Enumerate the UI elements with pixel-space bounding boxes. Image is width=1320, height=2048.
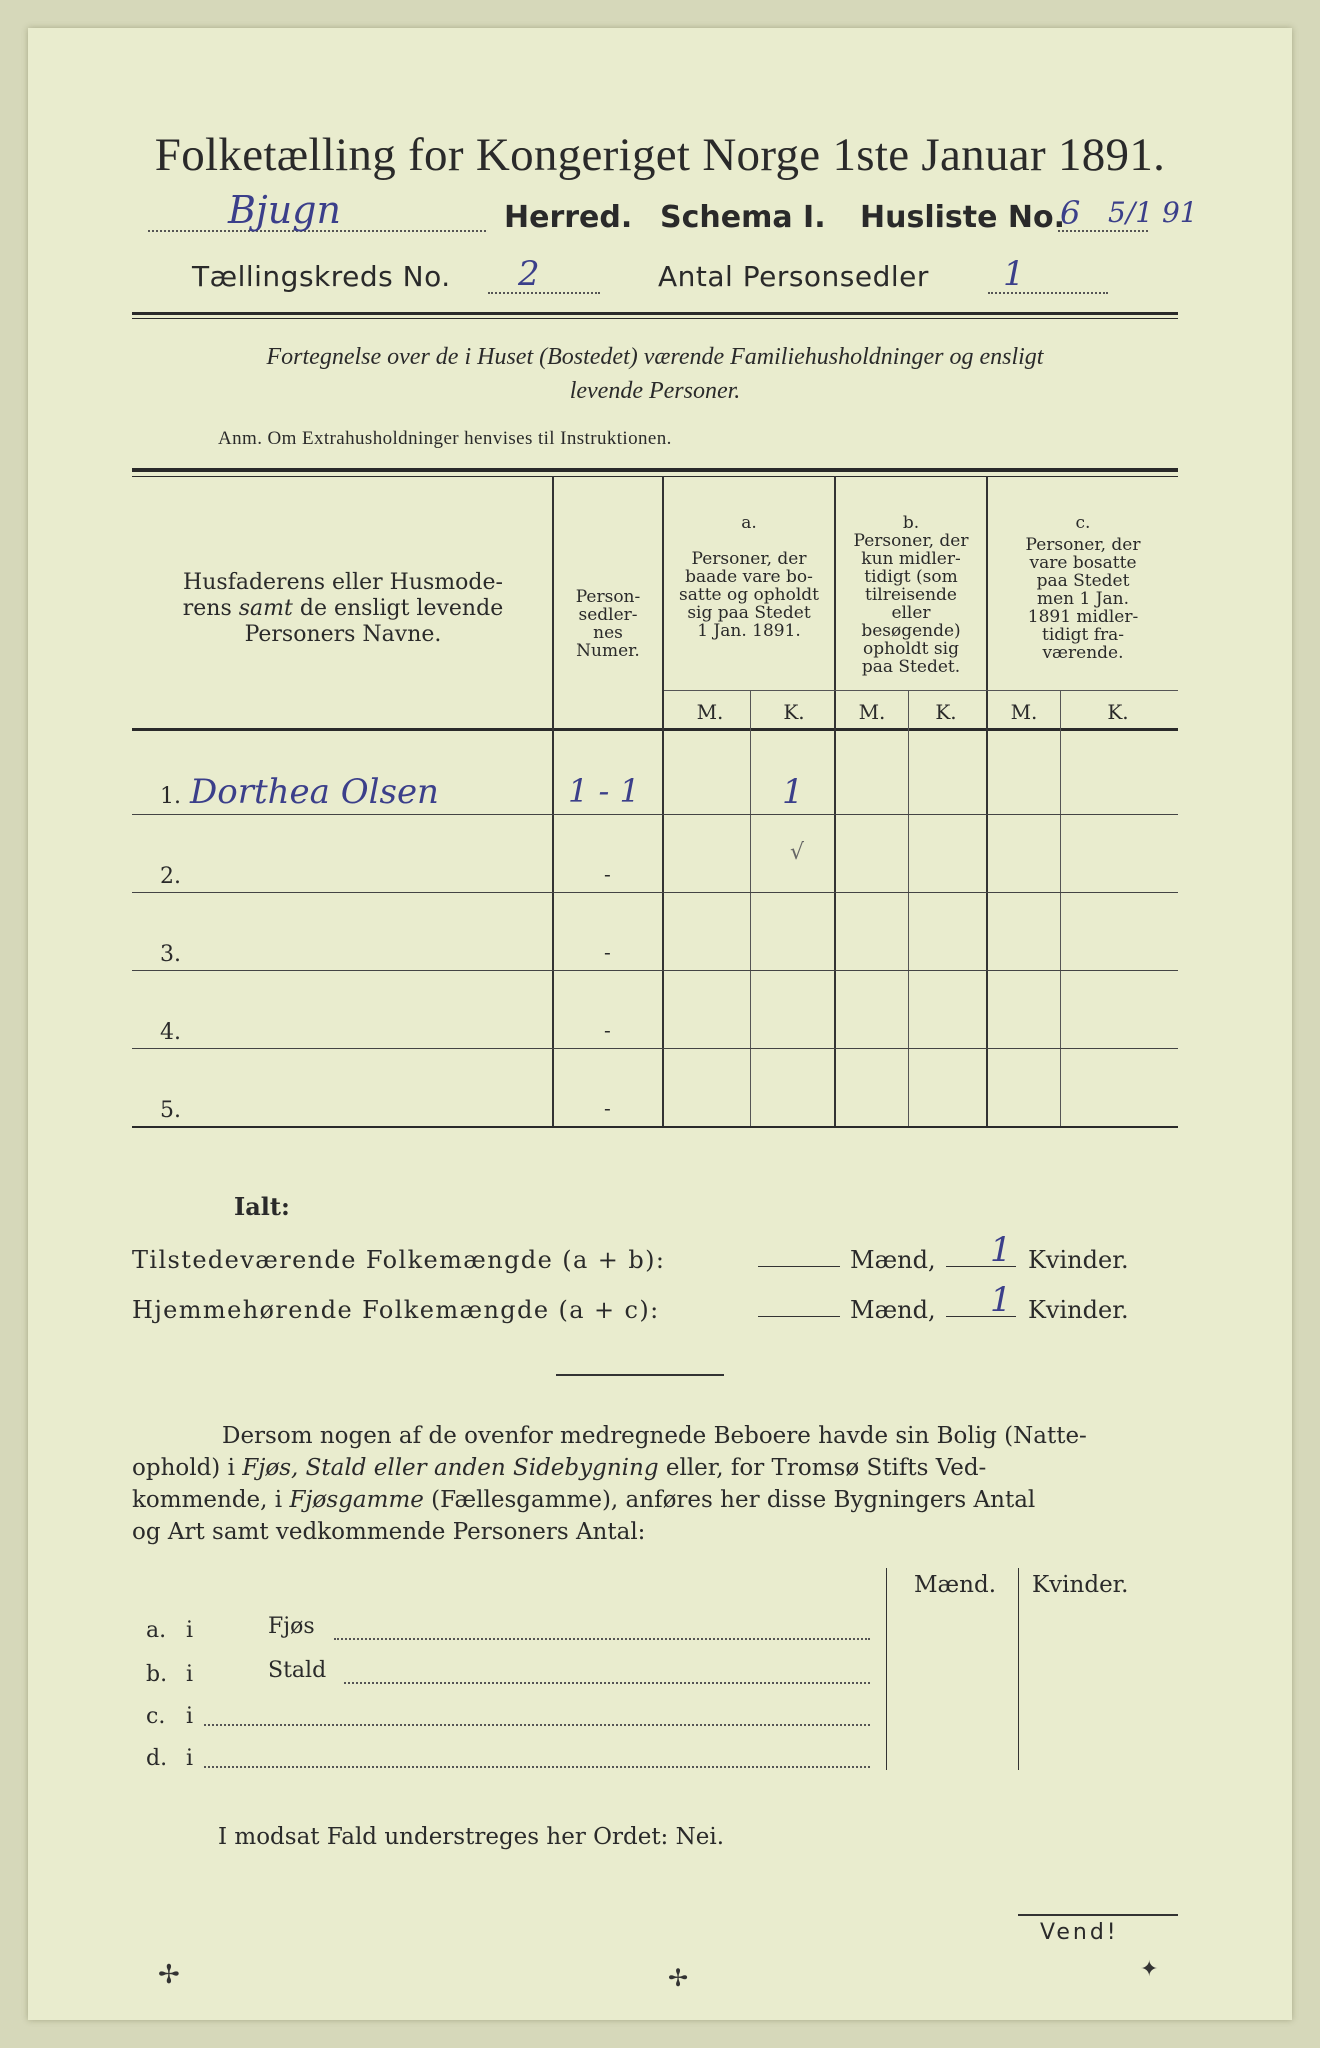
tilstede-maend-label: Mænd, <box>850 1246 936 1274</box>
header-names <box>138 570 548 648</box>
tilstede-maend-line <box>758 1266 840 1267</box>
kreds-value: 2 <box>518 254 540 294</box>
header-a-l2: baade vare bo- <box>685 567 813 587</box>
bolig-item-b-dots <box>344 1682 870 1684</box>
husliste-note: 5/1 91 <box>1108 196 1198 229</box>
bolig-item-a-letter: a. <box>146 1618 167 1643</box>
col-divider-names <box>552 476 554 1126</box>
row-4-number: 4. <box>160 1020 181 1045</box>
header-b-letter: b. <box>902 513 920 533</box>
header-b-l2: kun midler- <box>861 549 961 569</box>
hjemme-maend-label: Mænd, <box>850 1296 936 1324</box>
bolig-l2c: eller, for Tromsø Stifts Ved- <box>658 1455 987 1481</box>
header-names-line-3: Personers Navne. <box>244 622 442 647</box>
antal-label: Antal Personsedler <box>658 260 929 293</box>
bolig-item-c-prep: i <box>186 1704 194 1729</box>
header-b-l5: eller <box>891 603 931 623</box>
header-c-letter: c. <box>1075 513 1091 533</box>
herred-name: Bjugn <box>228 188 341 232</box>
header-col-b <box>836 514 986 676</box>
vend-label: Vend! <box>1040 1920 1119 1945</box>
census-form-page <box>28 28 1292 2020</box>
header-b-l4: tilreisende <box>864 585 957 605</box>
hjemme-kvinder-label: Kvinder. <box>1028 1296 1129 1324</box>
header-b-l3: tidigt (som <box>864 567 958 587</box>
header-a-l5: 1 Jan. 1891. <box>697 621 801 641</box>
header-a-l4: sig paa Stedet <box>687 603 811 623</box>
hjemme-maend-line <box>758 1316 840 1317</box>
header-a-k: K. <box>783 700 805 724</box>
row-line-2 <box>132 892 1178 893</box>
bolig-l3c: (Fællesgamme), anføres her disse Bygningers Antal <box>423 1487 1036 1513</box>
row-1-name: Dorthea Olsen <box>190 772 439 812</box>
schema-label: Schema I. <box>660 200 826 235</box>
header-c-m: M. <box>1010 700 1038 724</box>
header-c-l3: paa Stedet <box>1036 571 1130 591</box>
bolig-item-b-label: Stald <box>268 1658 327 1683</box>
table-top-rule-thick <box>132 468 1178 472</box>
header-b-l1: Personer, der <box>853 531 969 551</box>
col-divider-b-mk <box>908 690 909 1126</box>
herred-label: Herred. <box>504 200 633 235</box>
modsat-fald-note: I modsat Fald understreges her Ordet: Nei. <box>218 1824 725 1850</box>
bolig-item-b-prep: i <box>186 1662 194 1687</box>
husliste-value: 6 <box>1060 194 1081 232</box>
bolig-item-a-label: Fjøs <box>268 1614 315 1639</box>
pin-mark-center-icon: ✢ <box>668 1966 689 1992</box>
header-col-c <box>988 514 1178 662</box>
col-divider-c-mk <box>1060 690 1061 1126</box>
header-num-l4: Numer. <box>576 641 640 661</box>
kreds-dotted-line <box>488 292 600 294</box>
bolig-item-d-letter: d. <box>146 1746 168 1771</box>
mk-subheader-line <box>664 690 1178 691</box>
bolig-col-divider-1 <box>886 1568 887 1770</box>
row-1-number: 1. <box>160 784 181 809</box>
ialt-label: Ialt: <box>234 1192 290 1221</box>
col-divider-num <box>662 476 664 1126</box>
header-c-l4: men 1 Jan. <box>1036 589 1130 609</box>
header-b-l8: paa Stedet. <box>861 657 961 677</box>
header-num-l2: sedler- <box>578 605 638 625</box>
form-title: Folketælling for Kongeriget Norge 1ste Januar 1891. <box>154 129 1166 181</box>
bolig-l3a: kommende, i <box>132 1487 290 1513</box>
row-5-number: 5. <box>160 1098 181 1123</box>
tilstede-kvinder-value: 1 <box>990 1230 1012 1270</box>
hjemme-kvinder-value: 1 <box>990 1280 1012 1320</box>
bolig-item-d-dots <box>204 1766 870 1768</box>
bolig-item-c-dots <box>204 1724 870 1726</box>
header-num-l3: nes <box>593 623 623 643</box>
row-line-3 <box>132 970 1178 971</box>
bolig-l2a: ophold) i <box>132 1455 243 1481</box>
tilstede-kvinder-label: Kvinder. <box>1028 1246 1129 1274</box>
row-2-check: √ <box>790 840 805 865</box>
header-c-l2: vare bosatte <box>1029 553 1137 573</box>
header-c-k: K. <box>1107 700 1129 724</box>
row-2-sedler: - <box>604 862 611 886</box>
header-a-m: M. <box>696 700 724 724</box>
header-c-l5: 1891 midler- <box>1027 607 1139 627</box>
header-names-line-1: Husfaderens eller Husmode- <box>183 570 503 595</box>
header-a-l3: satte og opholdt <box>679 585 819 605</box>
bolig-item-a-dots <box>334 1638 870 1640</box>
tilstede-label: Tilstedeværende Folkemængde (a + b): <box>132 1246 666 1274</box>
husliste-label: Husliste No. <box>860 200 1065 235</box>
row-1-sedler: 1 - 1 <box>568 772 640 810</box>
header-sedler-num <box>556 588 660 660</box>
row-line-1 <box>132 814 1178 815</box>
header-b-l6: besøgende) <box>861 621 961 641</box>
header-b-k: K. <box>935 700 957 724</box>
bolig-l3b: Fjøsgamme <box>289 1487 424 1513</box>
header-c-l1: Personer, der <box>1025 535 1141 555</box>
pin-mark-left-icon: ✢ <box>158 1960 180 1989</box>
bolig-item-d-prep: i <box>186 1746 194 1771</box>
bolig-maend-header: Mænd. <box>914 1572 997 1598</box>
row-3-number: 3. <box>160 942 181 967</box>
header-b-l7: opholdt sig <box>863 639 959 659</box>
anm-note: Anm. Om Extrahusholdninger henvises til Instruktionen. <box>218 428 672 449</box>
intro-line-2: levende Personer. <box>569 378 741 404</box>
bolig-line-4: og Art samt vedkommende Personers Antal: <box>132 1519 646 1545</box>
header-double-rule-thin <box>132 318 1178 319</box>
header-c-l6: tidigt fra- <box>1041 625 1124 645</box>
row-4-sedler: - <box>604 1018 611 1042</box>
bolig-line-2 <box>132 1452 1178 1484</box>
bolig-kvinder-header: Kvinder. <box>1032 1572 1129 1598</box>
vend-rule <box>1018 1914 1178 1916</box>
pin-mark-right-icon: ✦ <box>1140 1956 1159 1981</box>
header-names-l2b: samt <box>238 596 293 621</box>
bolig-paragraph <box>132 1420 1178 1548</box>
header-col-a <box>666 514 832 640</box>
antal-value: 1 <box>1003 254 1025 294</box>
header-names-line-2 <box>138 596 548 622</box>
intro-line-1: Fortegnelse over de i Huset (Bostedet) værende Familiehusholdninger og ensligt <box>266 344 1044 370</box>
bolig-line-3 <box>132 1484 1178 1516</box>
header-names-l2a: rens <box>182 596 239 621</box>
hjemme-label: Hjemmehørende Folkemængde (a + c): <box>132 1296 660 1324</box>
col-divider-a-mk <box>750 690 751 1126</box>
bolig-col-divider-2 <box>1018 1568 1019 1770</box>
row-5-sedler: - <box>604 1096 611 1120</box>
row-1-a-kvinder: 1 <box>782 772 804 812</box>
bolig-item-b-letter: b. <box>146 1662 168 1687</box>
header-num-l1: Person- <box>575 587 641 607</box>
bolig-item-c-letter: c. <box>146 1704 166 1729</box>
kreds-label: Tællingskreds No. <box>192 260 451 293</box>
header-a-l1: Personer, der <box>691 549 807 569</box>
header-names-l2c: de ensligt levende <box>292 596 504 621</box>
header-a-letter: a. <box>741 513 757 533</box>
table-header-bottom-rule <box>132 728 1178 731</box>
bolig-item-a-prep: i <box>186 1618 194 1643</box>
row-line-4 <box>132 1048 1178 1049</box>
section-separator <box>556 1374 724 1376</box>
bolig-l2b: Fjøs, Stald eller anden Sidebygning <box>242 1455 659 1481</box>
table-bottom-rule <box>132 1126 1178 1128</box>
row-3-sedler: - <box>604 940 611 964</box>
header-b-m: M. <box>858 700 886 724</box>
header-double-rule-thick <box>132 312 1178 315</box>
table-top-rule-thin <box>132 476 1178 477</box>
header-c-l7: værende. <box>1042 643 1124 663</box>
row-2-number: 2. <box>160 864 181 889</box>
bolig-line-1: Dersom nogen af de ovenfor medregnede Beboere havde sin Bolig (Natte- <box>222 1423 1087 1449</box>
